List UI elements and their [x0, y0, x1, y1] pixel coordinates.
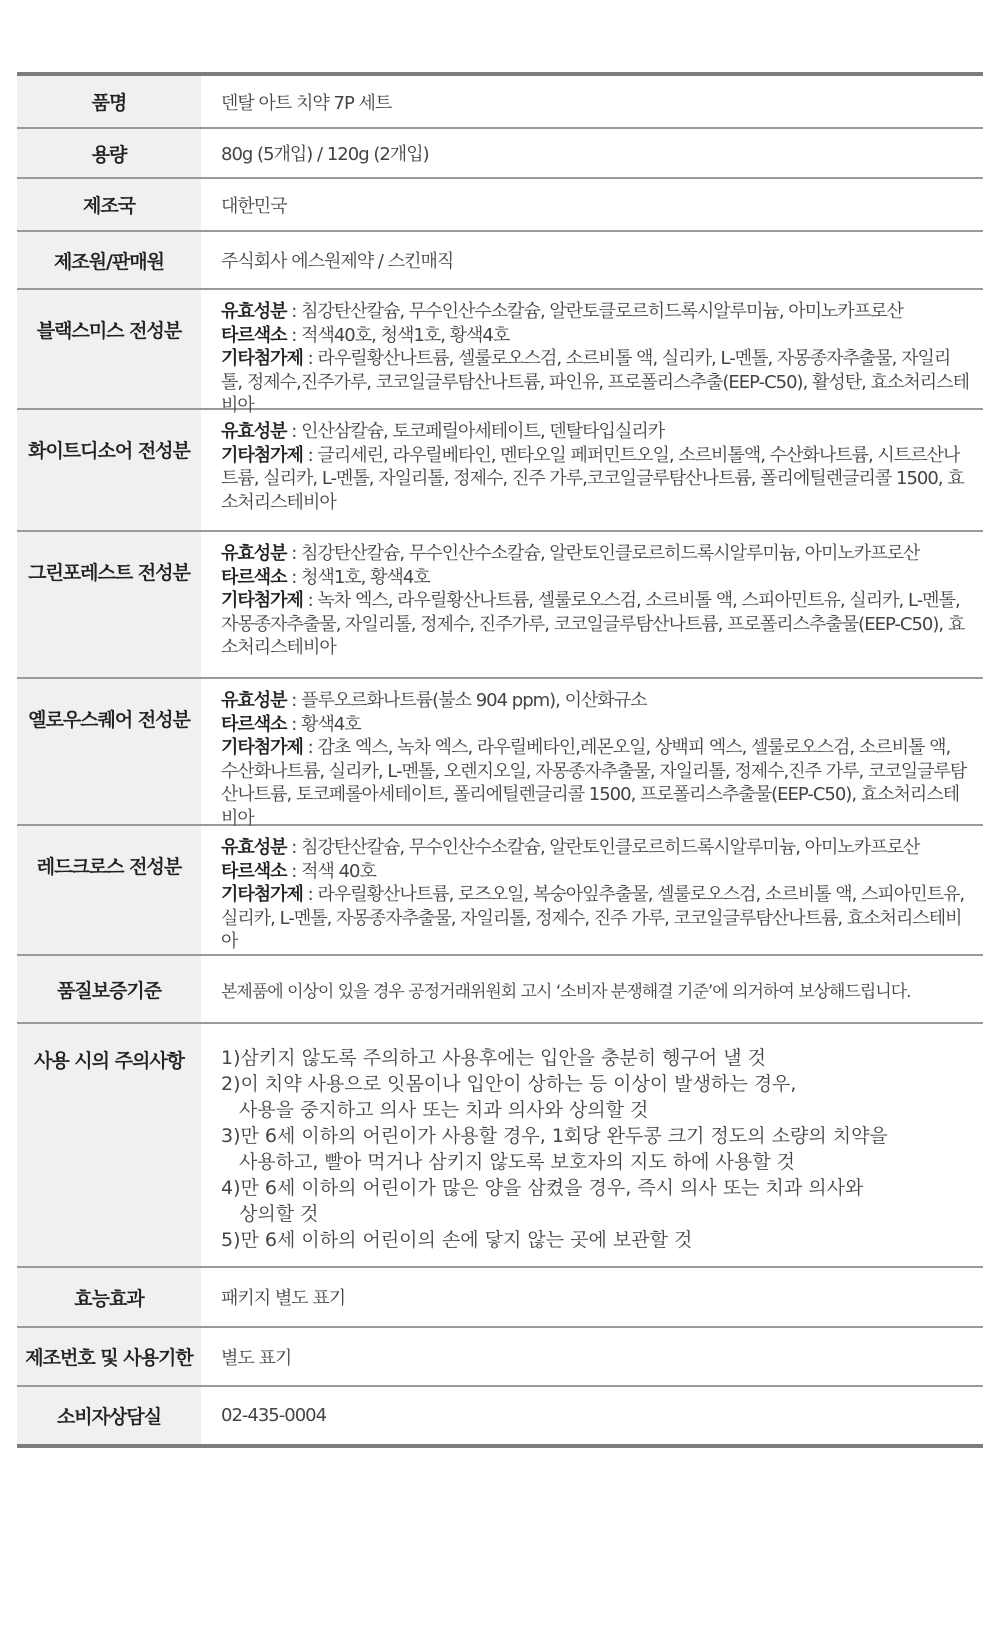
row-label: 그린포레스트 전성분: [17, 532, 201, 677]
lot-expiry-value: 별도 표기: [221, 1347, 292, 1369]
row-label: 옐로우스퀘어 전성분: [17, 679, 201, 824]
row-quality-guarantee: [17, 956, 983, 1024]
ingredient-line: 유효성분 : 인산삼칼슘, 토코페릴아세테이트, 덴탈타입실리카: [221, 421, 665, 442]
row-label: 레드크로스 전성분: [17, 826, 201, 954]
row-cautions: [17, 1024, 983, 1268]
row-label: 제조국: [17, 179, 201, 230]
ingredient-line: 기타첨가제 : 라우릴황산나트륨, 로즈오일, 복숭아잎추출물, 셀룰로오스검, 소르비톨 액, 스피아민트유, 실리카, L-멘톨, 자몽종자추출물, 자일리톨, 정제수, 진주 가루, 코코일글루탐산나트륨, 효소처리스테비아: [221, 884, 965, 952]
row-blacksmith-ingredients: [17, 290, 983, 416]
ingredient-line: 기타첨가제 : 녹차 엑스, 라우릴황산나트륨, 셀룰로오스검, 소르비톨 액, 스피아민트유, 실리카, L-멘톨, 자몽종자추출물, 자일리톨, 정제수, 진주가루, 코코일글루탐산나트륨, 프로폴리스추출물(EEP-C50), 효소처리스테비아: [221, 590, 965, 658]
row-greenforest-ingredients: [17, 532, 983, 679]
row-yellowsquare-ingredients: [17, 679, 983, 829]
ingredient-line: 타르색소 : 적색40호, 청색1호, 황색4호: [221, 324, 510, 346]
manufacturer-value: 주식회사 에스원제약 / 스킨매직: [221, 251, 454, 272]
row-label: 소비자상담실: [17, 1387, 201, 1444]
row-product-name: [17, 76, 983, 129]
ingredient-line: 유효성분 : 침강탄산칼슘, 무수인산수소칼슘, 알란토클로르히드록시알루미늄, 아미노카프로산: [221, 301, 903, 322]
caution-item: 5)만 6세 이하의 어린이의 손에 닿지 않는 곳에 보관할 것: [221, 1229, 693, 1251]
row-country: [17, 179, 983, 232]
product-name-value: 덴탈 아트 치약 7P 세트: [221, 92, 392, 114]
efficacy-value: 패키지 별도 표기: [221, 1288, 346, 1309]
ingredient-line: 타르색소 : 청색1호, 황색4호: [221, 566, 430, 588]
capacity-value: 80g (5개입) / 120g (2개입): [221, 144, 429, 165]
row-whitedisor-ingredients: [17, 410, 983, 532]
row-label: 제조번호 및 사용기한: [17, 1328, 201, 1385]
row-label: 효능효과: [17, 1268, 201, 1326]
country-value: 대한민국: [221, 195, 287, 217]
row-label: 사용 시의 주의사항: [17, 1024, 201, 1266]
ingredient-line: 유효성분 : 침강탄산칼슘, 무수인산수소칼슘, 알란토인클로르히드록시알루미늄, 아미노카프로산: [221, 837, 920, 858]
row-capacity: [17, 129, 983, 179]
ingredient-line: 유효성분 : 플루오르화나트륨(불소 904 ppm), 이산화규소: [221, 690, 647, 711]
row-consumer-center: [17, 1387, 983, 1444]
row-efficacy: [17, 1268, 983, 1328]
caution-item: 3)만 6세 이하의 어린이가 사용할 경우, 1회당 완두콩 크기 정도의 소량의 치약을 사용하고, 빨아 먹거나 삼키지 않도록 보호자의 지도 하에 사용할 것: [221, 1125, 888, 1173]
row-redcross-ingredients: [17, 826, 983, 956]
ingredient-line: 유효성분 : 침강탄산칼슘, 무수인산수소칼슘, 알란토인클로르히드록시알루미늄, 아미노카프로산: [221, 543, 920, 564]
row-label: 화이트디소어 전성분: [17, 410, 201, 530]
row-label: 블랙스미스 전성분: [17, 290, 201, 408]
ingredient-line: 타르색소 : 적색 40호: [221, 860, 376, 882]
ingredients-list: [201, 826, 983, 954]
ingredients-list: [201, 410, 983, 530]
product-info-table: [17, 72, 983, 1448]
row-label: 품질보증기준: [17, 956, 201, 1022]
row-label: 제조원/판매원: [17, 232, 201, 288]
caution-item: 4)만 6세 이하의 어린이가 많은 양을 삼켰을 경우, 즉시 의사 또는 치과 의사와 상의할 것: [221, 1177, 864, 1225]
caution-list: [201, 1024, 983, 1266]
consumer-center-phone: 02-435-0004: [221, 1405, 327, 1426]
quality-guarantee-value: 본제품에 이상이 있을 경우 공정거래위원회 고시 ‘소비자 분쟁해결 기준’에 의거하여 보상해드립니다.: [221, 981, 911, 1002]
ingredients-list: [201, 679, 983, 829]
ingredient-line: 기타첨가제 : 라우릴황산나트륨, 셀룰로오스검, 소르비톨 액, 실리카, L-멘톨, 자몽종자추출물, 자일리톨, 정제수,진주가루, 코코일글루탐산나트륨, 파인유, 프로폴리스추출(EEP-C50), 활성탄, 효소처리스테비아: [221, 348, 969, 416]
row-manufacturer: [17, 232, 983, 290]
row-label: 품명: [17, 76, 201, 127]
row-label: 용량: [17, 129, 201, 177]
caution-item: 1)삼키지 않도록 주의하고 사용후에는 입안을 충분히 헹구어 낼 것: [221, 1047, 767, 1069]
ingredients-list: [201, 532, 983, 677]
ingredients-list: [201, 290, 983, 416]
row-lot-expiry: [17, 1328, 983, 1387]
caution-item: 2)이 치약 사용으로 잇몸이나 입안이 상하는 등 이상이 발생하는 경우, 사용을 중지하고 의사 또는 치과 의사와 상의할 것: [221, 1073, 797, 1121]
ingredient-line: 기타첨가제 : 감초 엑스, 녹차 엑스, 라우릴베타인,레몬오일, 상백피 엑스, 셀룰로오스검, 소르비톨 액, 수산화나트륨, 실리카, L-멘톨, 오렌지오일, 자몽종자추출물, 자일리톨, 정제수,진주 가루, 코코일글루탐산나트륨, 토코페롤아세테이트, 폴리에틸렌글리콜 1500, 프로폴리스추출물(EEP-C50), 효소처리스테비아: [221, 737, 967, 829]
ingredient-line: 타르색소 : 황색4호: [221, 713, 361, 735]
ingredient-line: 기타첨가제 : 글리세린, 라우릴베타인, 멘타오일 페퍼민트오일, 소르비톨액, 수산화나트륨, 시트르산나트륨, 실리카, L-멘톨, 자일리톨, 정제수, 진주 가루,코코일글루탐산나트륨, 폴리에틸렌글리콜 1500, 효소처리스테비아: [221, 444, 964, 513]
